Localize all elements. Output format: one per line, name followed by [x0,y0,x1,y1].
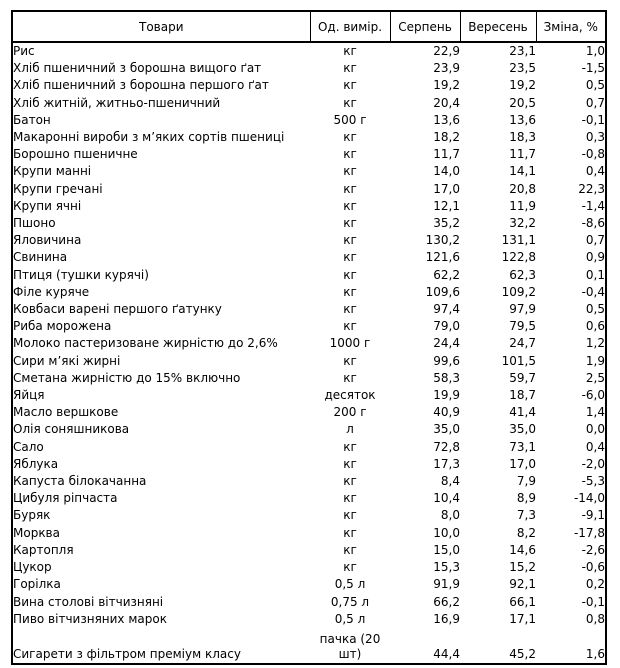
cell-august: 62,2 [433,267,460,282]
table-row [12,490,606,507]
cell-august: 20,4 [433,95,460,110]
cell-august: 91,9 [433,577,460,592]
cell-august: 22,9 [433,44,460,58]
cell-goods: Крупи манні [13,164,92,179]
cell-august: 19,9 [433,388,460,403]
cell-september: 17,1 [509,611,536,626]
cell-unit: л [346,422,354,437]
cell-goods: Сигарети з фільтром преміум класу [13,646,241,661]
cell-unit: кг [343,319,357,334]
table-row [12,594,606,611]
table-row [12,576,606,593]
cell-august: 23,9 [433,61,460,76]
cell-unit: кг [343,491,357,506]
cell-august: 99,6 [433,353,460,368]
table-row [12,267,606,284]
cell-august: 12,1 [433,198,460,213]
cell-unit: 200 г [333,405,367,420]
cell-september: 97,9 [509,302,536,317]
cell-august: 15,3 [433,560,460,575]
cell-change: -0,4 [581,284,605,299]
table-body [12,42,606,664]
cell-august: 97,4 [433,302,460,317]
cell-unit: 500 г [333,112,367,127]
cell-change: 0,5 [585,302,605,317]
cell-goods: Риба морожена [13,319,112,334]
cell-unit: кг [343,78,357,93]
cell-change: 0,6 [585,319,605,334]
table-row [12,249,606,266]
cell-change: 0,4 [585,164,605,179]
cell-goods: Свинина [13,250,68,265]
cell-september: 7,3 [516,508,536,523]
table-row [12,232,606,249]
cell-goods: Рис [13,44,35,58]
cell-goods: Молоко пастеризоване жирністю до 2,6% [13,336,278,351]
cell-unit: кг [343,95,357,110]
cell-august: 40,9 [433,405,460,420]
cell-goods: Картопля [13,542,74,557]
cell-change: 0,3 [585,130,605,145]
table-row [12,301,606,318]
cell-september: 109,2 [501,284,536,299]
table-row [12,335,606,352]
cell-september: 18,3 [509,130,536,145]
cell-change: 0,8 [585,611,605,626]
cell-september: 79,5 [509,319,536,334]
cell-change: 22,3 [578,181,605,196]
table-row [12,370,606,387]
cell-change: -1,4 [581,198,605,213]
table-row [12,559,606,576]
cell-august: 8,0 [440,508,460,523]
table-row [12,439,606,456]
cell-september: 101,5 [501,353,536,368]
table-row [12,284,606,301]
table-row [12,421,606,438]
cell-change: 0,5 [585,78,605,93]
cell-september: 45,2 [509,646,536,661]
cell-change: -0,1 [581,594,605,609]
cell-change: 1,2 [585,336,605,351]
cell-unit: 0,75 л [330,594,370,609]
cell-goods: Сметана жирністю до 15% включно [13,370,241,385]
cell-change: -8,6 [581,216,605,231]
cell-goods: Пиво вітчизняних марок [13,611,167,626]
cell-change: -0,6 [581,560,605,575]
cell-september: 59,7 [509,370,536,385]
cell-august: 109,6 [425,284,460,299]
cell-september: 41,4 [509,405,536,420]
cell-september: 18,7 [509,388,536,403]
cell-goods: Сири м’які жирні [13,353,121,368]
cell-september: 19,2 [509,78,536,93]
table-row [12,507,606,524]
cell-change: -2,6 [581,542,605,557]
cell-september: 24,7 [509,336,536,351]
cell-september: 73,1 [509,439,536,454]
cell-september: 14,6 [509,542,536,557]
cell-goods: Капуста білокачанна [13,474,147,489]
cell-september: 92,1 [509,577,536,592]
cell-change: -14,0 [573,491,605,506]
cell-goods: Батон [13,112,51,127]
cell-august: 121,6 [425,250,460,265]
cell-goods: Ковбаси варені першого ґатунку [13,302,222,317]
cell-august: 16,9 [433,611,460,626]
cell-goods: Сало [13,439,44,454]
cell-change: -1,5 [581,61,605,76]
cell-change: 0,7 [585,95,605,110]
cell-unit: 1000 г [329,336,371,351]
cell-september: 66,1 [509,594,536,609]
cell-change: -0,1 [581,112,605,127]
cell-goods: Крупи ячні [13,198,82,213]
cell-september: 15,2 [509,560,536,575]
cell-august: 35,2 [433,216,460,231]
cell-change: 0,4 [585,439,605,454]
cell-change: -6,0 [581,388,605,403]
cell-september: 14,1 [509,164,536,179]
cell-august: 17,3 [433,456,460,471]
cell-august: 24,4 [433,336,460,351]
cell-unit: кг [343,130,357,145]
header-row [12,11,606,42]
cell-unit: кг [343,542,357,557]
cell-goods: Масло вершкове [13,405,119,420]
cell-change: 1,6 [585,646,605,661]
cell-goods: Олія соняшникова [13,422,130,437]
cell-change: 0,2 [585,577,605,592]
cell-september: 7,9 [516,474,536,489]
cell-september: 23,5 [509,61,536,76]
cell-unit: кг [343,164,357,179]
cell-unit: кг [343,456,357,471]
cell-september: 8,9 [516,491,536,506]
cell-september: 62,3 [509,267,536,282]
cell-august: 79,0 [433,319,460,334]
cell-goods: Вина столові вітчизняні [13,594,164,609]
table-row [12,404,606,421]
cell-unit: кг [343,370,357,385]
cell-goods: Морква [13,525,60,540]
cell-august: 44,4 [433,646,460,661]
cell-unit: кг [343,250,357,265]
cell-unit: кг [343,61,357,76]
cell-august: 10,4 [433,491,460,506]
cell-unit: 0,5 л [334,577,366,592]
table-row [12,198,606,215]
cell-change: -5,3 [581,474,605,489]
cell-change: 0,1 [585,267,605,282]
table-row [12,112,606,129]
cell-unit: кг [343,147,357,162]
cell-unit: кг [343,525,357,540]
cell-unit: пачка (20 шт) [319,631,381,661]
cell-change: -17,8 [573,525,605,540]
cell-august: 19,2 [433,78,460,93]
cell-august: 15,0 [433,542,460,557]
table-row [12,456,606,473]
cell-change: 1,0 [585,44,605,58]
table-row [12,387,606,404]
table-row [12,215,606,232]
cell-change: 2,5 [585,370,605,385]
col-header-august: Серпень [390,11,460,42]
cell-unit: кг [343,216,357,231]
table-row [12,318,606,335]
cell-unit: кг [343,560,357,575]
cell-september: 131,1 [501,233,536,248]
cell-unit: кг [343,181,357,196]
cell-change: -2,0 [581,456,605,471]
cell-change: 1,9 [585,353,605,368]
cell-unit: кг [343,267,357,282]
cell-september: 11,9 [509,198,536,213]
cell-september: 32,2 [509,216,536,231]
table-row [12,525,606,542]
table-row [12,473,606,490]
cell-august: 35,0 [433,422,460,437]
price-table [11,10,607,665]
cell-goods: Цукор [13,560,52,575]
cell-august: 58,3 [433,370,460,385]
cell-change: 1,4 [585,405,605,420]
cell-september: 35,0 [509,422,536,437]
cell-august: 66,2 [433,594,460,609]
cell-august: 8,4 [440,474,460,489]
cell-goods: Пшоно [13,216,56,231]
table-row [12,628,606,664]
cell-august: 72,8 [433,439,460,454]
col-header-change: Зміна, % [536,11,606,42]
cell-september: 122,8 [501,250,536,265]
cell-september: 13,6 [509,112,536,127]
cell-unit: 0,5 л [334,611,366,626]
cell-august: 130,2 [425,233,460,248]
cell-august: 14,0 [433,164,460,179]
cell-goods: Борошно пшеничне [13,147,138,162]
cell-unit: кг [343,439,357,454]
cell-goods: Яловичина [13,233,82,248]
cell-goods: Птиця (тушки курячі) [13,267,149,282]
cell-goods: Хліб пшеничний з борошна вищого ґат [13,61,262,76]
cell-unit: кг [343,302,357,317]
table-row [12,146,606,163]
table-row [12,353,606,370]
cell-goods: Яблука [13,456,59,471]
table-row [12,42,606,60]
col-header-goods: Товари [12,11,310,42]
cell-unit: кг [343,284,357,299]
table-header [12,11,606,42]
cell-goods: Цибуля ріпчаста [13,491,118,506]
cell-august: 10,0 [433,525,460,540]
cell-change: 0,0 [585,422,605,437]
cell-august: 18,2 [433,130,460,145]
cell-unit: кг [343,233,357,248]
table-row [12,542,606,559]
table-row [12,163,606,180]
cell-september: 23,1 [509,44,536,58]
cell-september: 20,5 [509,95,536,110]
table-row [12,129,606,146]
cell-unit: кг [343,44,357,58]
cell-goods: Горілка [13,577,61,592]
cell-september: 17,0 [509,456,536,471]
cell-august: 11,7 [433,147,460,162]
table-row [12,611,606,628]
cell-unit: кг [343,508,357,523]
cell-september: 11,7 [509,147,536,162]
cell-goods: Буряк [13,508,51,523]
table-row [12,60,606,77]
cell-goods: Хліб пшеничний з борошна першого ґат [13,78,269,93]
cell-goods: Хліб житній, житньо-пшеничний [13,95,221,110]
cell-august: 17,0 [433,181,460,196]
col-header-september: Вересень [460,11,536,42]
cell-goods: Крупи гречані [13,181,103,196]
cell-september: 20,8 [509,181,536,196]
table-row [12,77,606,94]
cell-change: -9,1 [581,508,605,523]
cell-goods: Яйця [13,388,45,403]
cell-unit: десяток [324,388,376,403]
table-row [12,181,606,198]
cell-september: 8,2 [516,525,536,540]
cell-goods: Філе куряче [13,284,90,299]
cell-unit: кг [343,198,357,213]
cell-change: -0,8 [581,147,605,162]
col-header-unit: Од. вимір. [310,11,390,42]
table-row [12,95,606,112]
cell-change: 0,7 [585,233,605,248]
cell-goods: Макаронні вироби з м’яких сортів пшениці [13,130,285,145]
cell-unit: кг [343,353,357,368]
cell-change: 0,9 [585,250,605,265]
cell-august: 13,6 [433,112,460,127]
cell-unit: кг [343,474,357,489]
